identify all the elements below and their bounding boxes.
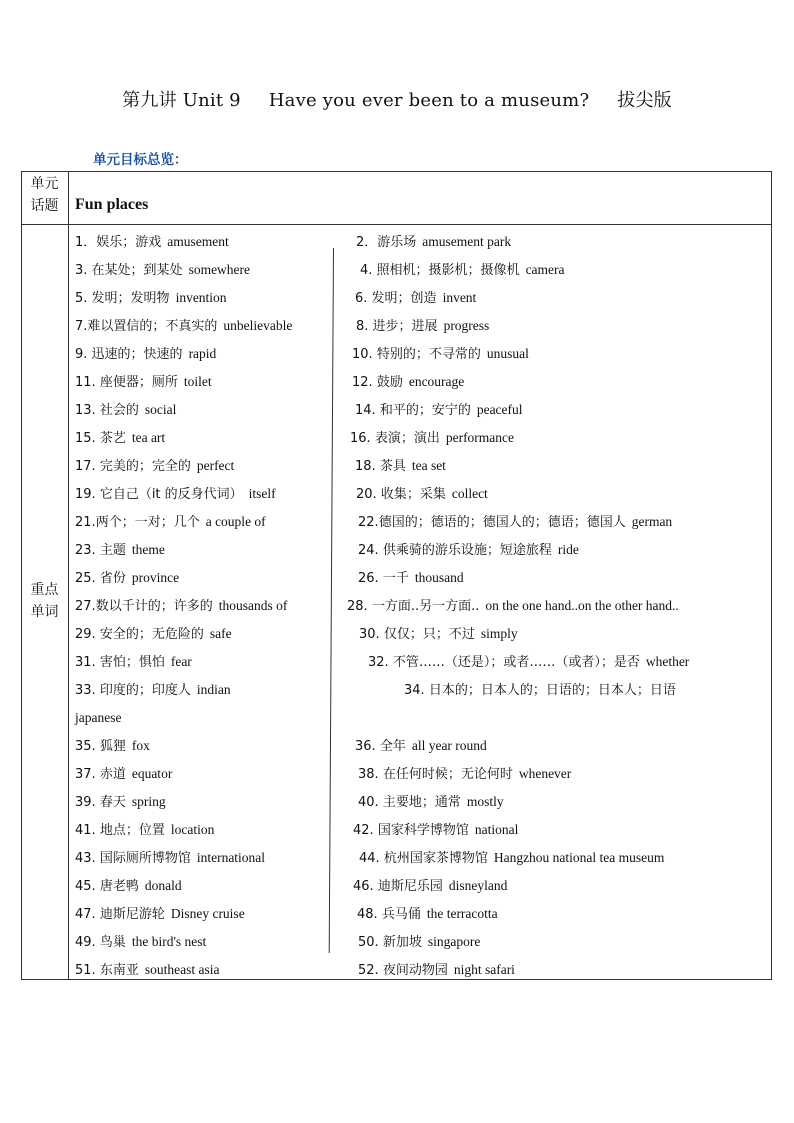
vocab-en: german	[631, 514, 673, 529]
vocab-num: 37.	[75, 767, 100, 782]
vocab-cn: 和平的；安宁的	[379, 403, 471, 418]
page-title	[0, 86, 794, 112]
vocab-num: 34.	[404, 683, 429, 698]
vocab-cn: 进步；进展	[372, 319, 438, 334]
vocab-item	[75, 512, 266, 533]
vocab-num: 52.	[358, 963, 383, 978]
vocab-num: 51.	[75, 963, 100, 978]
key-words-label: 重点 单词	[30, 582, 59, 620]
vocab-en: on the one hand..on the other hand..	[485, 598, 679, 613]
vocab-cn: 兵马俑	[381, 907, 421, 922]
vocab-item	[75, 736, 150, 757]
vocab-cn: 迪斯尼游轮	[99, 907, 165, 922]
vocab-item	[75, 820, 214, 841]
vocab-num: 12.	[352, 375, 377, 390]
vocab-num: 43.	[75, 851, 100, 866]
vocab-item	[75, 876, 182, 897]
vocab-en: thousand	[414, 570, 464, 585]
vocab-cn: 东南亚	[99, 963, 139, 978]
vocab-cn: 不管……（还是）；或者……（或者）；是否	[392, 655, 640, 670]
vocab-item	[368, 652, 689, 673]
vocab-item	[75, 624, 232, 645]
vocab-cn: 茶艺	[99, 431, 126, 446]
vocab-en: Hangzhou national tea museum	[493, 850, 665, 865]
vocab-num: 22.	[358, 515, 379, 530]
vocab-cn: 德国的；德语的；德国人的；德语；德国人	[378, 515, 626, 530]
vocab-cn: 赤道	[99, 767, 126, 782]
vocab-num: 15.	[75, 431, 100, 446]
vocab-num: 31.	[75, 655, 100, 670]
vocab-num: 42.	[353, 823, 378, 838]
vocab-cn: 唐老鸭	[99, 879, 139, 894]
vocab-en: southeast asia	[144, 962, 220, 977]
vocab-en: peaceful	[476, 402, 523, 417]
vocab-num: 49.	[75, 935, 100, 950]
vocab-en: spring	[131, 794, 166, 809]
vocab-num: 4.	[360, 263, 377, 278]
vocab-item	[75, 568, 179, 589]
table-column-divider	[68, 171, 69, 980]
vocab-cn: 地点；位置	[99, 823, 165, 838]
vocab-en: equator	[131, 766, 173, 781]
vocab-num: 13.	[75, 403, 100, 418]
vocab-cn: 一千	[382, 571, 409, 586]
vocab-item	[347, 596, 679, 617]
vocab-item	[358, 792, 504, 813]
vocab-item	[360, 260, 565, 281]
vocab-item	[355, 288, 476, 309]
vocab-cn: 一方面..另一方面..	[371, 599, 480, 614]
vocab-en: national	[474, 822, 519, 837]
vocab-en: fox	[131, 738, 150, 753]
vocab-item	[352, 344, 529, 365]
vocab-en: amusement park	[422, 234, 512, 249]
vocab-item	[359, 624, 518, 645]
vocab-item	[75, 456, 234, 477]
vocab-num: 36.	[355, 739, 380, 754]
vocab-num: 45.	[75, 879, 100, 894]
vocab-num: 47.	[75, 907, 100, 922]
vocab-cn: 新加坡	[382, 935, 422, 950]
vocab-item	[75, 428, 165, 449]
vocab-cn: 社会的	[99, 403, 139, 418]
vocab-cn: 迅速的；快速的	[91, 347, 183, 362]
vocab-item	[75, 904, 245, 925]
vocab-item	[356, 316, 489, 337]
vocab-en: progress	[443, 318, 490, 333]
vocab-cn: 表演；演出	[374, 431, 440, 446]
vocab-cn: 夜间动物园	[382, 963, 448, 978]
vocab-en: amusement	[167, 234, 229, 249]
vocab-cn: 茶具	[379, 459, 406, 474]
vocab-en: fear	[170, 654, 192, 669]
vocab-en: camera	[525, 262, 565, 277]
vocab-en: performance	[445, 430, 515, 445]
vocab-en: disneyland	[448, 878, 508, 893]
vocab-cn: 安全的；无危险的	[99, 627, 204, 642]
vocab-cn: 杭州国家茶博物馆	[383, 851, 488, 866]
vocab-cn: 照相机；摄影机；摄像机	[376, 263, 520, 278]
vocab-num: 24.	[358, 543, 383, 558]
vocab-cn: 仅仅；只；不过	[383, 627, 475, 642]
vocab-num: 1．	[75, 235, 97, 250]
vocab-num: 30.	[359, 627, 384, 642]
vocab-item	[75, 680, 231, 701]
vocab-item	[75, 260, 250, 281]
vocab-num: 41.	[75, 823, 100, 838]
vocab-item	[75, 232, 229, 253]
vocab-cn: 国际厕所博物馆	[99, 851, 191, 866]
wrapped-word: japanese	[75, 710, 122, 725]
vocab-en: ride	[557, 542, 579, 557]
vocab-num: 17.	[75, 459, 100, 474]
vocab-en: rapid	[188, 346, 217, 361]
lesson-subtitle: Have you ever been to a museum?	[268, 90, 590, 111]
vocab-item	[355, 400, 523, 421]
vocab-num: 29.	[75, 627, 100, 642]
lesson-level: 拔尖版	[617, 90, 672, 111]
vocab-en: night safari	[453, 962, 515, 977]
vocab-cn: 国家科学博物馆	[377, 823, 469, 838]
vocab-num: 28.	[347, 599, 372, 614]
vocab-num: 40.	[358, 795, 383, 810]
vocab-num: 9.	[75, 347, 92, 362]
vocab-en: the bird's nest	[131, 934, 207, 949]
vocab-item	[75, 372, 212, 393]
vocab-en: simply	[480, 626, 518, 641]
vocab-en: singapore	[427, 934, 481, 949]
vocab-cn: 在某处；到某处	[91, 263, 183, 278]
vocab-en: unusual	[486, 346, 529, 361]
vocab-en: whether	[645, 654, 690, 669]
vocab-num: 35.	[75, 739, 100, 754]
vocab-num: 27.	[75, 599, 96, 614]
vocab-num: 2．	[356, 235, 378, 250]
vocab-cn: 完美的；完全的	[99, 459, 191, 474]
vocab-item	[353, 876, 507, 897]
vocab-item	[75, 652, 192, 673]
vocab-cn: 迪斯尼乐园	[377, 879, 443, 894]
vocab-item	[75, 344, 216, 365]
vocab-num: 50.	[358, 935, 383, 950]
vocab-item	[357, 904, 498, 925]
vocab-cn: 难以置信的；不真实的	[87, 319, 218, 334]
vocab-en: theme	[131, 542, 165, 557]
vocab-item	[356, 232, 511, 253]
vocab-en: safe	[209, 626, 232, 641]
vocab-cn: 发明；发明物	[91, 291, 170, 306]
vocab-en: whenever	[518, 766, 572, 781]
vocab-num: 39.	[75, 795, 100, 810]
vocab-num: 33.	[75, 683, 100, 698]
vocab-num: 46.	[353, 879, 378, 894]
vocab-num: 38.	[358, 767, 383, 782]
vocab-item	[355, 736, 487, 757]
vocab-cn: 供乘骑的游乐设施；短途旅程	[382, 543, 552, 558]
vocab-item	[75, 540, 165, 561]
vocab-cn: 座便器；厕所	[99, 375, 178, 390]
vocab-item	[358, 960, 515, 981]
vocab-en: province	[131, 570, 180, 585]
vocab-cn: 害怕；惧怕	[99, 655, 165, 670]
vocab-item	[75, 288, 227, 309]
vocab-item	[356, 484, 488, 505]
vocab-num: 18.	[355, 459, 380, 474]
vocab-en: toilet	[183, 374, 212, 389]
vocab-num: 21.	[75, 515, 96, 530]
topic-value: Fun places	[75, 196, 149, 213]
vocab-num: 6.	[355, 291, 372, 306]
vocab-cn: 日本的；日本人的；日语的；日本人；日语	[428, 683, 676, 698]
vocab-en: location	[170, 822, 215, 837]
vocab-cn: 娱乐；游戏	[96, 235, 162, 250]
vocab-num: 44.	[359, 851, 384, 866]
vocab-num: 11.	[75, 375, 100, 390]
vocab-en: social	[144, 402, 177, 417]
vocab-cn: 狐狸	[99, 739, 126, 754]
vocab-item	[358, 932, 480, 953]
vocab-cn: 春天	[99, 795, 126, 810]
vocab-item	[75, 848, 265, 869]
vocab-en: invention	[175, 290, 227, 305]
vocab-en: international	[196, 850, 266, 865]
vocab-item	[75, 764, 172, 785]
vocab-cn: 两个；一对；几个	[95, 515, 200, 530]
vocab-en: Disney cruise	[170, 906, 245, 921]
vocab-num: 25.	[75, 571, 100, 586]
vocab-item	[75, 960, 219, 981]
vocab-en: tea set	[411, 458, 446, 473]
vocab-item	[75, 400, 176, 421]
vocab-num: 7.	[75, 319, 88, 334]
vocab-item	[358, 512, 672, 533]
vocab-cn: 收集；采集	[380, 487, 446, 502]
vocab-item	[358, 568, 464, 589]
vocab-item	[353, 820, 518, 841]
vocab-cn: 游乐场	[377, 235, 417, 250]
vocab-num: 10.	[352, 347, 377, 362]
vocab-num: 8.	[356, 319, 373, 334]
vocab-en: a couple of	[205, 514, 266, 529]
vocab-num: 14.	[355, 403, 380, 418]
vocab-en: unbelievable	[223, 318, 293, 333]
vocab-en: thousands of	[218, 598, 288, 613]
vocab-en: donald	[144, 878, 182, 893]
section-title: 单元目标总览：	[93, 152, 188, 168]
vocab-cn: 它自己（it 的反身代词）	[99, 487, 243, 502]
vocab-item	[359, 848, 664, 869]
vocab-en: invent	[442, 290, 477, 305]
vocab-num: 48.	[357, 907, 382, 922]
vocab-item	[355, 456, 446, 477]
vocab-num: 16.	[350, 431, 375, 446]
vocab-item	[350, 428, 514, 449]
table-row-divider	[21, 224, 772, 225]
vocab-en: the terracotta	[426, 906, 498, 921]
vocab-item	[358, 540, 579, 561]
vocab-item	[75, 596, 287, 617]
vocab-num: 20.	[356, 487, 381, 502]
vocab-en: collect	[451, 486, 488, 501]
vocab-item	[75, 792, 166, 813]
vocab-en: tea art	[131, 430, 166, 445]
vocab-num: 32.	[368, 655, 393, 670]
vocab-cn: 鸟巢	[99, 935, 126, 950]
vocab-item	[75, 484, 276, 505]
vocab-cn: 发明；创造	[371, 291, 437, 306]
vocab-cn: 数以千计的；许多的	[95, 599, 213, 614]
vocab-cn: 鼓励	[376, 375, 403, 390]
topic-label: 单元 话题	[30, 176, 59, 214]
vocab-en: indian	[196, 682, 231, 697]
vocab-item	[404, 680, 682, 701]
lesson-number: 第九讲 Unit 9	[122, 90, 241, 111]
vocab-num: 26.	[358, 571, 383, 586]
vocab-cn: 主题	[99, 543, 126, 558]
vocab-num: 23.	[75, 543, 100, 558]
vocab-en: perfect	[196, 458, 235, 473]
vocab-item	[75, 316, 292, 337]
vocab-num: 19.	[75, 487, 100, 502]
vocab-cn: 主要地；通常	[382, 795, 461, 810]
vocab-cn: 特别的；不寻常的	[376, 347, 481, 362]
vocab-cn: 印度的；印度人	[99, 683, 191, 698]
vocab-en: all year round	[411, 738, 487, 753]
vocab-cn: 在任何时候；无论何时	[382, 767, 513, 782]
vocab-num: 3.	[75, 263, 92, 278]
vocab-item	[75, 932, 206, 953]
vocab-en: mostly	[466, 794, 504, 809]
vocab-en: encourage	[408, 374, 465, 389]
vocab-item	[358, 764, 571, 785]
vocab-en: itself	[248, 486, 276, 501]
vocab-en: somewhere	[188, 262, 251, 277]
vocab-cn: 全年	[379, 739, 406, 754]
vocab-item	[352, 372, 464, 393]
vocab-num: 5.	[75, 291, 92, 306]
vocab-cn: 省份	[99, 571, 126, 586]
